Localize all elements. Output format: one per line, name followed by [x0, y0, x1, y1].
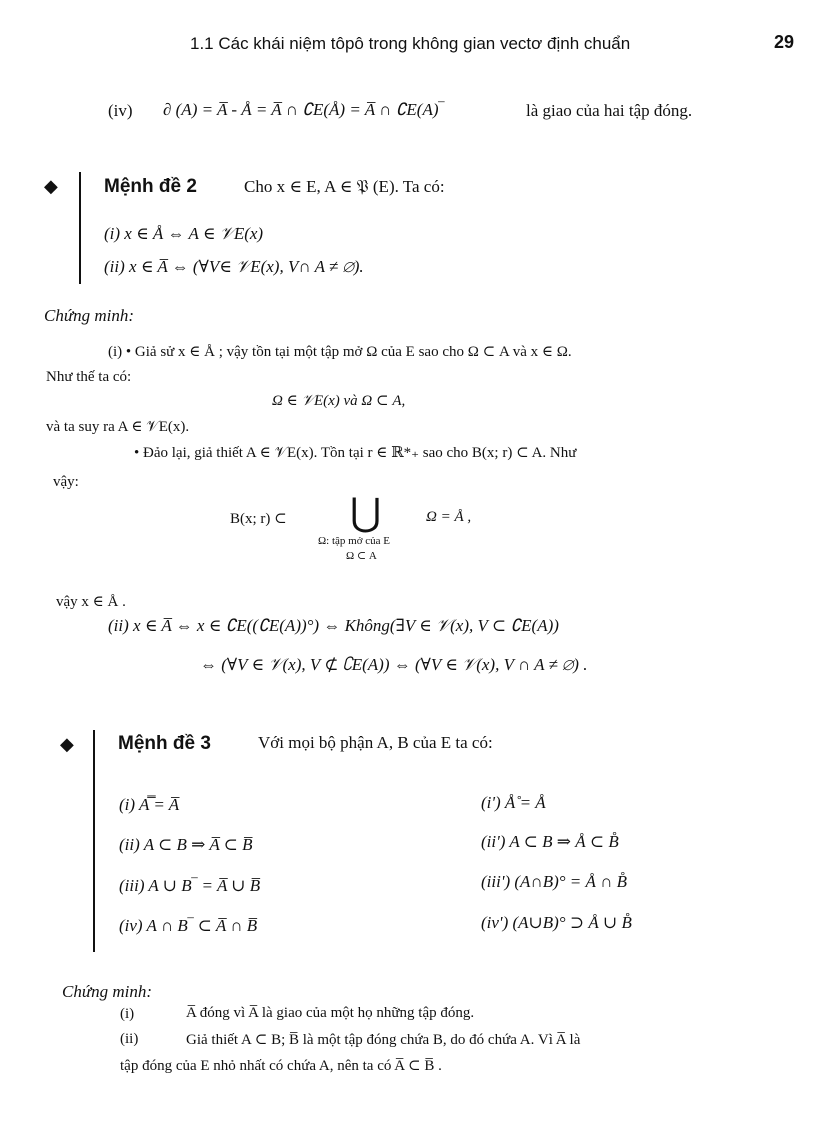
proof1-line5: • Đảo lại, giả thiết A ∈ 𝒱E(x). Tồn tại r ∈ ℝ*₊ sao cho B(x; r) ⊂ A. Như [134, 445, 577, 461]
prop3-left-ii: (ii) A ⊂ B ⇒ A̅ ⊂ B̅ [119, 835, 253, 854]
prop2-intro: Cho x ∈ E, A ∈ 𝔓 (E). Ta có: [244, 177, 445, 196]
prop3-margin-bar [93, 730, 95, 952]
proof2-line3: tập đóng của E nhỏ nhất có chứa A, nên ta có A̅ ⊂ B̅ . [120, 1058, 442, 1074]
union-right: Ω = Å , [426, 509, 472, 525]
running-header-title: 1.1 Các khái niệm tôpô trong không gian vectơ định chuẩn [190, 34, 631, 53]
prop3-intro: Với mọi bộ phận A, B của E ta có: [258, 733, 493, 752]
prop2-title: Mệnh đề 2 [104, 176, 197, 197]
prop3-left-i: (i) A̿ = A̅ [119, 795, 180, 814]
union-subscript-2: Ω ⊂ A [346, 550, 377, 562]
proof2-line2: Giả thiết A ⊂ B; B̅ là một tập đóng chứa B, do đó chứa A. Vì A̅ là [186, 1032, 581, 1048]
proof1-line8: (ii) x ∈ A̅ ⇔ x ∈ ∁E((∁E(A))°) ⇔ Không(∃V ∈ 𝒱(x), V ⊂ ∁E(A)) [108, 616, 559, 635]
prop3-diamond-icon: ◆ [60, 734, 74, 754]
prop3-right-i: (i') Å̊ = Å [481, 793, 546, 812]
union-left: B(x; r) ⊂ [230, 511, 287, 527]
proof2-line2-label: (ii) [120, 1031, 139, 1047]
proof1-line6: vậy: [53, 474, 79, 490]
prop3-left-iii: (iii) A ∪ B‾ = A̅ ∪ B̅ [119, 876, 261, 895]
proof1-line9: ⇔ (∀V ∈ 𝒱(x), V ⊄ ∁E(A)) ⇔ (∀V ∈ 𝒱(x), V ∩ A ≠ ∅) . [200, 655, 588, 674]
item-iv-formula: ∂ (A) = A̅ - Å = A̅ ∩ ∁E(Å) = A̅ ∩ ∁E(A)‾ [163, 100, 445, 119]
proof2-heading: Chứng minh: [62, 982, 153, 1001]
proof2-line1-label: (i) [120, 1006, 135, 1022]
proof1-heading: Chứng minh: [44, 306, 135, 325]
big-union-symbol: ⋃ [350, 492, 382, 534]
item-iv-label: (iv) [108, 101, 133, 120]
prop3-right-iii: (iii') (A∩B)° = Å ∩ B̊ [481, 872, 628, 891]
prop3-right-ii: (ii') A ⊂ B ⇒ Å ⊂ B̊ [481, 832, 619, 851]
prop2-margin-bar [79, 172, 81, 284]
prop3-left-iv: (iv) A ∩ B‾ ⊂ A̅ ∩ B̅ [119, 916, 258, 935]
prop2-item-ii: (ii) x ∈ A̅ ⇔ (∀V∈ 𝒱E(x), V∩ A ≠ ∅). [104, 257, 364, 276]
proof1-line3: Ω ∈ 𝒱E(x) và Ω ⊂ A, [272, 393, 406, 409]
page-number: 29 [774, 32, 795, 52]
proof1-line2: Như thế ta có: [46, 369, 132, 385]
prop2-diamond-icon: ◆ [44, 176, 58, 196]
union-subscript-1: Ω: tập mở của E [318, 535, 391, 547]
proof1-line7: vậy x ∈ Å . [56, 594, 126, 610]
prop3-right-iv: (iv') (A∪B)° ⊃ Å ∪ B̊ [481, 913, 632, 932]
proof1-line1: (i) • Giả sử x ∈ Å ; vậy tồn tại một tập mở Ω của E sao cho Ω ⊂ A và x ∈ Ω. [108, 344, 572, 360]
item-iv-text: là giao của hai tập đóng. [526, 101, 693, 120]
prop2-item-i: (i) x ∈ Å ⇔ A ∈ 𝒱E(x) [104, 224, 264, 243]
proof2-line1: A̅ đóng vì A̅ là giao của một họ những tập đóng. [186, 1005, 475, 1021]
proof1-line4: và ta suy ra A ∈ 𝒱E(x). [46, 419, 190, 435]
prop3-title: Mệnh đề 3 [118, 733, 211, 754]
